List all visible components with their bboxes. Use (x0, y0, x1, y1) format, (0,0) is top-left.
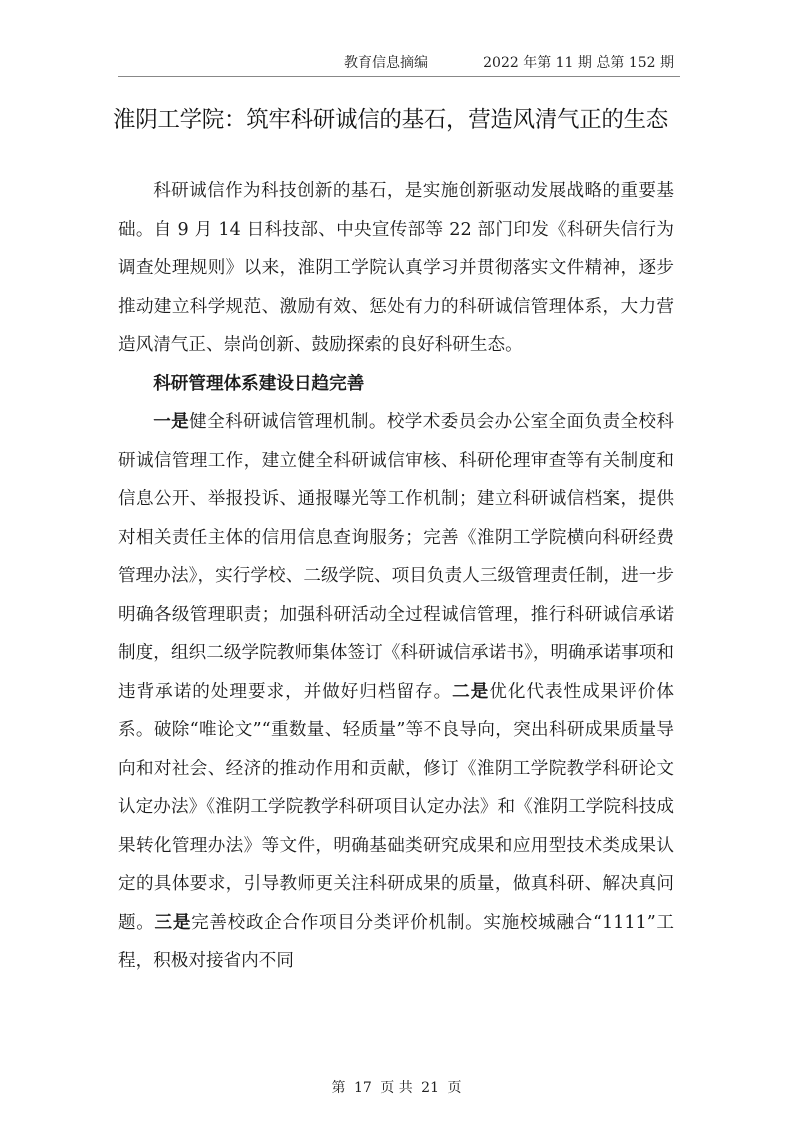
page-label-post: 页 (447, 1080, 462, 1096)
intro-paragraph: 科研诚信作为科技创新的基石，是实施创新驱动发展战略的重要基础。自 9 月 14 日科技部、中央宣传部等 22 部门印发《科研失信行为调查处理规则》以来，淮阴工学院认真学习并贯彻落实文件精神，逐步推动建立科学规范、激励有效、惩处有力的科研诚信管理体系，大力营造风清气正、崇尚创新、鼓励探索的良好科研生态。 (118, 181, 674, 355)
point-one-keyword: 一是 (153, 411, 190, 432)
article-title: 淮阴工学院：筑牢科研诚信的基石，营造风清气正的生态 (113, 107, 669, 133)
header-divider (118, 76, 680, 77)
page-current: 17 (353, 1080, 372, 1096)
point-three-keyword: 三是 (154, 911, 192, 933)
page-footer (0, 1077, 793, 1097)
page-total: 21 (421, 1080, 439, 1096)
page-header (120, 52, 680, 76)
page-label-pre: 第 (331, 1080, 346, 1096)
publication-name: 教育信息摘编 (344, 55, 428, 71)
point-two-keyword: 二是 (452, 680, 490, 702)
article-body (118, 172, 674, 981)
point-three-text: 完善校政企合作项目分类评价机制。实施校城融合“1111”工程，积极对接省内不同 (118, 912, 674, 971)
point-one-text: 健全科研诚信管理机制。校学术委员会办公室全面负责全校科研诚信管理工作，建立健全科研诚信审核、科研伦理审查等有关制度和信息公开、举报投诉、通报曝光等工作机制；建立科研诚信档案，提供对相关责任主体的信用信息查询服务；完善《淮阴工学院横向科研经费管理办法》，实行学校、二级学院、项目负责人三级管理责任制，进一步明确各级管理职责；加强科研活动全过程诚信管理，推行科研诚信承诺制度，组织二级学院教师集体签订《科研诚信承诺书》，明确承诺事项和违背承诺的处理要求，并做好归档留存。 (118, 412, 674, 702)
section-heading: 科研管理体系建设日趋完善 (153, 372, 365, 394)
point-two-text: 优化代表性成果评价体系。破除“唯论文”“重数量、轻质量”等不良导向，突出科研成果质量导向和对社会、经济的推动作用和贡献，修订《淮阴工学院教学科研论文认定办法》《淮阴工学院教学科研项目认定办法》和《淮阴工学院科技成果转化管理办法》等文件，明确基础类研究成果和应用型技术类成果认定的具体要求，引导教师更关注科研成果的质量，做真科研、解决真问题。 (118, 681, 674, 933)
section-paragraph (118, 403, 674, 981)
issue-number: 2022 年第 11 期 总第 152 期 (483, 55, 674, 71)
page-label-mid: 页 共 (380, 1080, 413, 1096)
